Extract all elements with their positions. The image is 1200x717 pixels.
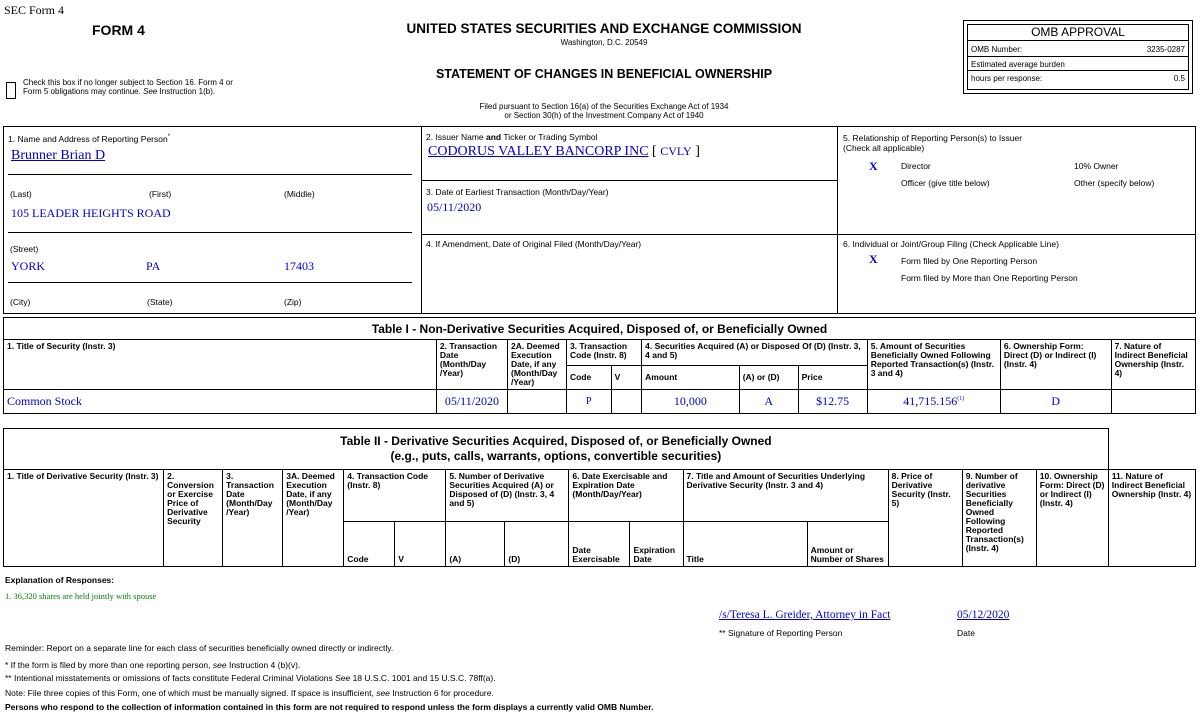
t1-h-ownership-form: 6. Ownership Form: Direct (D) or Indirect (I) (Instr. 4)	[1000, 340, 1111, 390]
box1-divider2	[8, 232, 412, 233]
reporting-info-section	[3, 126, 1196, 314]
section16-checkbox-area	[6, 78, 246, 96]
omb-approval-box	[963, 20, 1193, 94]
state-label: (State)	[147, 297, 173, 307]
signature-link[interactable]: /s/Teresa L. Greider, Attorney in Fact	[719, 609, 891, 621]
t1-h-code: 3. Transaction Code (Instr. 8)	[566, 340, 641, 366]
misstatement-note	[5, 673, 496, 683]
statement-title: STATEMENT OF CHANGES IN BENEFICIAL OWNERSHIP	[435, 67, 773, 81]
box1-label-text: 1. Name and Address of Reporting Person	[8, 134, 168, 144]
reporting-person-name-link[interactable]: Brunner Brian D	[11, 148, 106, 163]
t2-sub-amount: Amount or Number of Shares	[807, 522, 888, 567]
filed-line2: or Section 30(h) of the Investment Company Act of 1940	[504, 111, 704, 120]
omb-number-label: OMB Number:	[971, 45, 1023, 54]
omb-hours-label: hours per response:	[971, 74, 1043, 83]
box1-divider1	[8, 174, 412, 175]
t1-sub-code: Code	[566, 366, 611, 390]
t1-row-title: Common Stock	[4, 390, 437, 414]
city-label: (City)	[10, 297, 31, 307]
date-label: Date	[957, 628, 975, 638]
reminder-text: Reminder: Report on a separate line for each class of securities beneficially owned directly or indirectly.	[5, 643, 394, 653]
box6-label: 6. Individual or Joint/Group Filing (Check Applicable Line)	[843, 239, 1059, 249]
issuer-line	[428, 144, 700, 160]
box1-label	[8, 134, 170, 144]
note-see: see	[373, 688, 393, 698]
t2-sub-title: Title	[683, 522, 807, 567]
street-label: (Street)	[10, 244, 39, 254]
omb-number-value: 3235-0287	[1146, 45, 1185, 54]
middle-label: (Middle)	[284, 189, 315, 199]
t2-h-code: 4. Transaction Code (Instr. 8)	[344, 470, 446, 522]
filed-line1: Filed pursuant to Section 16(a) of the Securities Exchange Act of 1934	[479, 102, 729, 111]
multi-person-note	[5, 660, 300, 670]
zip-value: 17403	[284, 259, 314, 273]
t2-h-number: 5. Number of Derivative Securities Acquired (A) or Disposed of (D) (Instr. 3, 4 and 5)	[446, 470, 569, 522]
issuer-name-link[interactable]: CODORUS VALLEY BANCORP INC	[428, 144, 649, 159]
t1-h-nature: 7. Nature of Indirect Beneficial Ownership (Instr. 4)	[1111, 340, 1195, 390]
omb-title: OMB APPROVAL	[968, 25, 1188, 41]
omb-hours-value: 0.5	[1173, 74, 1185, 83]
t2-h-conversion: 2. Conversion or Exercise Price of Derivative Security	[164, 470, 223, 567]
relationship-column	[838, 127, 1195, 313]
box5-label2: (Check all applicable)	[843, 143, 925, 153]
t1-row-v	[611, 390, 641, 414]
t1-row-aord: A	[739, 390, 798, 414]
t1-h-title: 1. Title of Security (Instr. 3)	[4, 340, 437, 390]
box1-asterisk: *	[167, 134, 171, 141]
ticker-bracket-close: ]	[691, 144, 700, 159]
box3-value: 05/11/2020	[427, 200, 482, 214]
table2-title-line2: (e.g., puts, calls, warrants, options, convertible securities)	[390, 449, 722, 463]
ten-pct-owner-label: 10% Owner	[1074, 161, 1119, 171]
box2-label-a: 2. Issuer Name	[426, 132, 486, 142]
box5-label	[843, 133, 1022, 153]
box2-label	[426, 132, 598, 142]
t2-h-underlying: 7. Title and Amount of Securities Underlying Derivative Security (Instr. 3 and 4)	[683, 470, 888, 522]
note-a: Note: File three copies of this Form, one of which must be manually signed. If space is insufficient,	[5, 688, 374, 698]
box5-label1: 5. Relationship of Reporting Person(s) to Issuer	[843, 133, 1023, 143]
checkbox-see: See	[143, 87, 158, 96]
checkbox-instruction: Instruction 1(b).	[159, 87, 216, 96]
street-value: 105 LEADER HEIGHTS ROAD	[11, 206, 171, 220]
issuer-column	[422, 127, 838, 313]
other-label: Other (specify below)	[1074, 178, 1155, 188]
t2-h-nature: 11. Nature of Indirect Beneficial Ownership (Instr. 4)	[1108, 470, 1195, 567]
signature-date-link[interactable]: 05/12/2020	[957, 609, 1010, 621]
one-person-label: Form filed by One Reporting Person	[901, 256, 1038, 266]
t1-row-form: D	[1000, 390, 1111, 414]
ticker-symbol: CVLY	[660, 144, 692, 158]
t1-sub-price: Price	[798, 366, 867, 390]
t1-h-deemed: 2A. Deemed Execution Date, if any (Month/Day /Year)	[508, 340, 567, 390]
t1-h-amount-owned: 5. Amount of Securities Beneficially Owned Following Reported Transaction(s) (Instr. 3 and 4)	[867, 340, 1000, 390]
star1-c: Instruction 4 (b)(v).	[228, 660, 301, 670]
star2-see: See	[332, 673, 353, 683]
t1-row-owned: 41,715.156	[903, 394, 958, 408]
first-label: (First)	[149, 189, 172, 199]
zip-label: (Zip)	[284, 297, 302, 307]
t2-sub-exercisable: Date Exercisable	[569, 522, 630, 567]
copies-note	[5, 688, 494, 698]
t1-sub-v: V	[611, 366, 641, 390]
commission-title: UNITED STATES SECURITIES AND EXCHANGE COMMISSION	[406, 21, 802, 36]
table-row	[4, 390, 1196, 414]
section16-checkbox[interactable]	[6, 82, 16, 99]
t1-sub-amount: Amount	[642, 366, 740, 390]
box2-label-and: and	[486, 132, 502, 142]
star1-see: see	[210, 660, 229, 670]
t1-row-footnote: (1)	[957, 396, 965, 402]
box4-amendment	[422, 235, 837, 313]
box2-label-b: Ticker or Trading Symbol	[501, 132, 598, 142]
table1-title: Table I - Non-Derivative Securities Acquired, Disposed of, or Beneficially Owned	[4, 318, 1196, 340]
table2-title-line1: Table II - Derivative Securities Acquired, Disposed of, or Beneficially Owned	[340, 434, 772, 448]
t2-sub-expiration: Expiration Date	[630, 522, 683, 567]
t2-h-title: 1. Title of Derivative Security (Instr. 3)	[4, 470, 164, 567]
signature-label: ** Signature of Reporting Person	[719, 628, 843, 638]
t1-h-date: 2. Transaction Date (Month/Day /Year)	[436, 340, 507, 390]
table2-title	[4, 429, 1109, 470]
director-check-mark: X	[869, 159, 878, 173]
t2-h-date: 3. Transaction Date (Month/Day /Year)	[223, 470, 283, 567]
city-value: YORK	[11, 259, 46, 273]
omb-persons-note: Persons who respond to the collection of information contained in this form are not required to respond unless the form displays a currently valid OMB Number.	[5, 702, 654, 712]
box5-relationship	[838, 127, 1195, 235]
t1-h-acquired: 4. Securities Acquired (A) or Disposed Of (D) (Instr. 3, 4 and 5)	[642, 340, 868, 366]
t1-sub-aord: (A) or (D)	[739, 366, 798, 390]
filed-pursuant	[340, 102, 868, 120]
t2-h-form: 10. Ownership Form: Direct (D) or Indirect (I) (Instr. 4)	[1036, 470, 1108, 567]
t1-row-nature	[1111, 390, 1195, 414]
box3-earliest-transaction	[422, 181, 837, 235]
more-persons-label: Form filed by More than One Reporting Person	[901, 273, 1078, 283]
t2-h-exercisable: 6. Date Exercisable and Expiration Date (Month/Day/Year)	[569, 470, 683, 522]
checkbox-text: Check this box if no longer subject to Section 16. Form 4 or Form 5 obligations may continue.	[23, 78, 233, 96]
sec-form-label: SEC Form 4	[4, 3, 65, 17]
t1-row-price: $12.75	[798, 390, 867, 414]
box4-label: 4. If Amendment, Date of Original Filed (Month/Day/Year)	[426, 239, 642, 249]
box1-divider3	[8, 282, 412, 283]
t2-h-owned: 9. Number of derivative Securities Beneficially Owned Following Reported Transaction(s) (Instr. 4)	[962, 470, 1036, 567]
t1-row-deemed	[508, 390, 567, 414]
ticker-bracket-open: [	[652, 144, 661, 159]
t2-h-deemed: 3A. Deemed Execution Date, if any (Month/Day /Year)	[283, 470, 344, 567]
officer-label: Officer (give title below)	[901, 178, 990, 188]
form-number: FORM 4	[92, 22, 145, 38]
box2-issuer	[422, 127, 837, 181]
table2-derivative	[3, 428, 1196, 567]
t1-row-date: 05/11/2020	[436, 390, 507, 414]
table1-non-derivative	[3, 317, 1196, 414]
star1-a: * If the form is filed by more than one reporting person,	[5, 660, 211, 670]
t2-sub-a: (A)	[446, 522, 505, 567]
star2-c: 18 U.S.C. 1001 and 15 U.S.C. 78ff(a).	[352, 673, 496, 683]
state-value: PA	[146, 259, 161, 273]
t2-sub-code: Code	[344, 522, 395, 567]
t1-row-owned-cell	[867, 390, 1000, 414]
t1-row-code: P	[566, 390, 611, 414]
director-label: Director	[901, 161, 931, 171]
box6-filing	[838, 235, 1195, 313]
one-person-check-mark: X	[869, 252, 878, 266]
t2-sub-v: V	[395, 522, 446, 567]
omb-burden-label: Estimated average burden	[971, 60, 1065, 69]
footnote-1: 1. 36,320 shares are held jointly with spouse	[5, 591, 157, 601]
box3-label: 3. Date of Earliest Transaction (Month/Day/Year)	[426, 187, 609, 197]
commission-location: Washington, D.C. 20549	[560, 38, 648, 47]
box1-reporting-person	[4, 127, 422, 313]
explanation-heading: Explanation of Responses:	[5, 575, 115, 585]
note-c: Instruction 6 for procedure.	[392, 688, 494, 698]
t1-row-amount: 10,000	[642, 390, 740, 414]
last-label: (Last)	[10, 189, 32, 199]
t2-h-price: 8. Price of Derivative Security (Instr. 5)	[888, 470, 962, 567]
t2-sub-d: (D)	[505, 522, 569, 567]
star2-a: ** Intentional misstatements or omissions of facts constitute Federal Criminal Violations	[5, 673, 333, 683]
